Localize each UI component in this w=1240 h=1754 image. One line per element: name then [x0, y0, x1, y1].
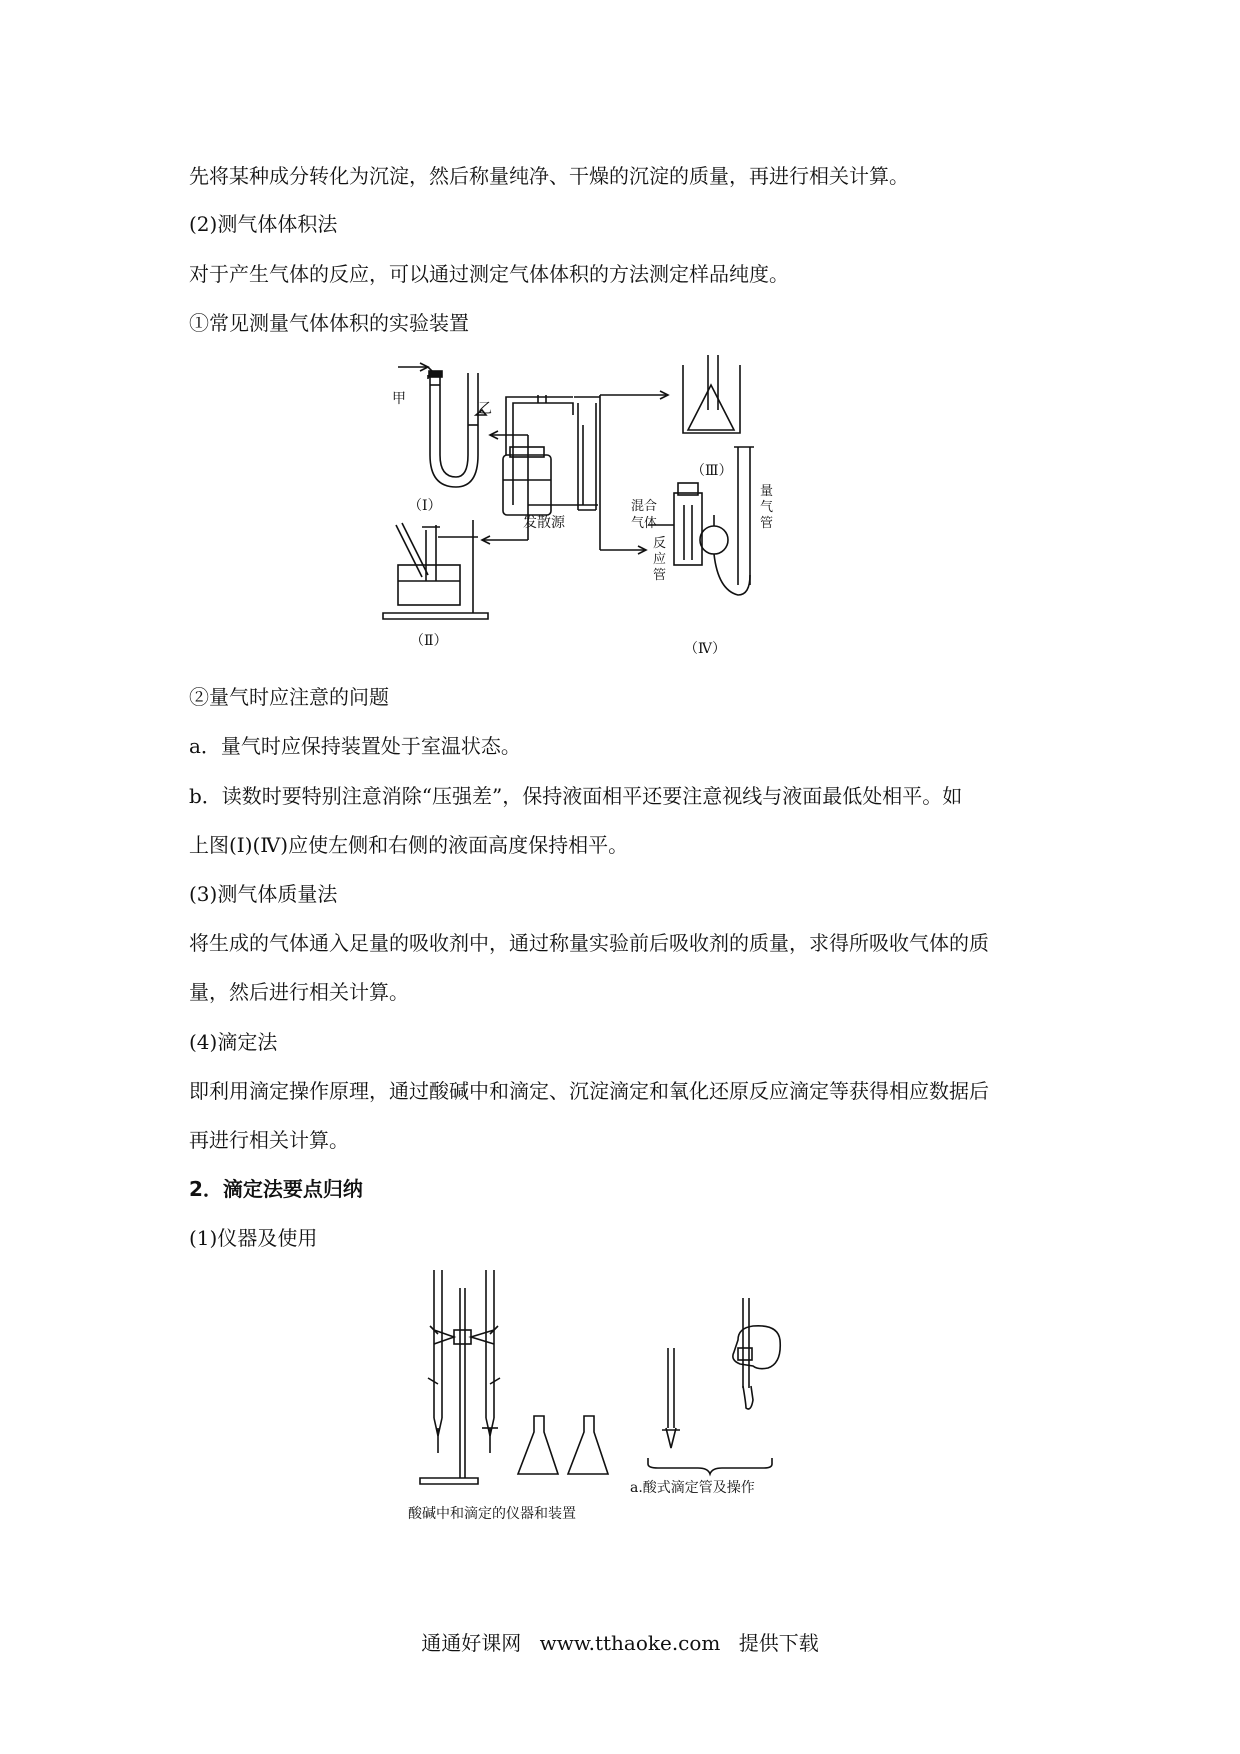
footer-site: 通通好课网: [421, 1631, 522, 1655]
label-reaction-tube-2: 应: [653, 552, 667, 567]
label-mixed-gas-line2: 气体: [631, 516, 658, 531]
label-gas-tube-1: 量: [760, 484, 774, 499]
label-gas-tube-3: 管: [760, 516, 774, 531]
paragraph-titration-line1: 即利用滴定操作原理，通过酸碱中和滴定、沉淀滴定和氧化还原反应滴定等获得相应数据后: [189, 1079, 989, 1103]
label-apparatus-I: （Ⅰ）: [408, 498, 442, 514]
heading-common-apparatus: ①常见测量气体体积的实验装置: [189, 311, 469, 335]
label-source: 发散源: [523, 515, 565, 531]
label-apparatus-II: （Ⅱ）: [410, 633, 448, 649]
label-gas-tube-2: 气: [760, 500, 774, 515]
note-b-line1: b．读数时要特别注意消除“压强差”，保持液面相平还要注意视线与液面最低处相平。如: [189, 784, 963, 808]
titration-apparatus-figure: [408, 1268, 838, 1548]
section-titration-summary: 2．滴定法要点归纳: [189, 1177, 363, 1201]
label-yi: 乙: [478, 401, 492, 417]
label-reaction-tube-3: 管: [653, 568, 667, 583]
paragraph-gas-volume: 对于产生气体的反应，可以通过测定气体体积的方法测定样品纯度。: [189, 262, 789, 286]
gas-volume-apparatus-figure: [378, 355, 898, 665]
heading-gas-volume-method: (2)测气体体积法: [189, 212, 338, 236]
note-b-line2: 上图(Ⅰ)(Ⅳ)应使左侧和右侧的液面高度保持相平。: [189, 833, 629, 857]
footer-url[interactable]: www.tthaoke.com: [539, 1631, 721, 1655]
label-reaction-tube-1: 反: [653, 536, 667, 551]
heading-instruments-and-use: (1)仪器及使用: [189, 1226, 318, 1250]
note-a: a．量气时应保持装置处于室温状态。: [189, 734, 521, 758]
paragraph-titration-line2: 再进行相关计算。: [189, 1128, 349, 1152]
label-apparatus-III: （Ⅲ）: [691, 463, 733, 479]
paragraph-precipitation: 先将某种成分转化为沉淀，然后称量纯净、干燥的沉淀的质量，再进行相关计算。: [189, 164, 909, 188]
paragraph-gas-mass-line2: 量，然后进行相关计算。: [189, 980, 409, 1004]
caption-acid-burette: a.酸式滴定管及操作: [630, 1480, 755, 1496]
label-jia: 甲: [392, 391, 406, 407]
paragraph-gas-mass-line1: 将生成的气体通入足量的吸收剂中，通过称量实验前后吸收剂的质量，求得所吸收气体的质: [189, 931, 989, 955]
label-apparatus-IV: （Ⅳ）: [684, 641, 726, 657]
label-mixed-gas-line1: 混合: [631, 499, 658, 514]
heading-gas-measurement-notes: ②量气时应注意的问题: [189, 685, 389, 709]
page-footer: [0, 1627, 1240, 1656]
heading-titration-method: (4)滴定法: [189, 1030, 278, 1054]
heading-gas-mass-method: (3)测气体质量法: [189, 882, 338, 906]
footer-note: 提供下载: [738, 1631, 819, 1655]
caption-acid-base-titration: 酸碱中和滴定的仪器和装置: [408, 1506, 576, 1522]
